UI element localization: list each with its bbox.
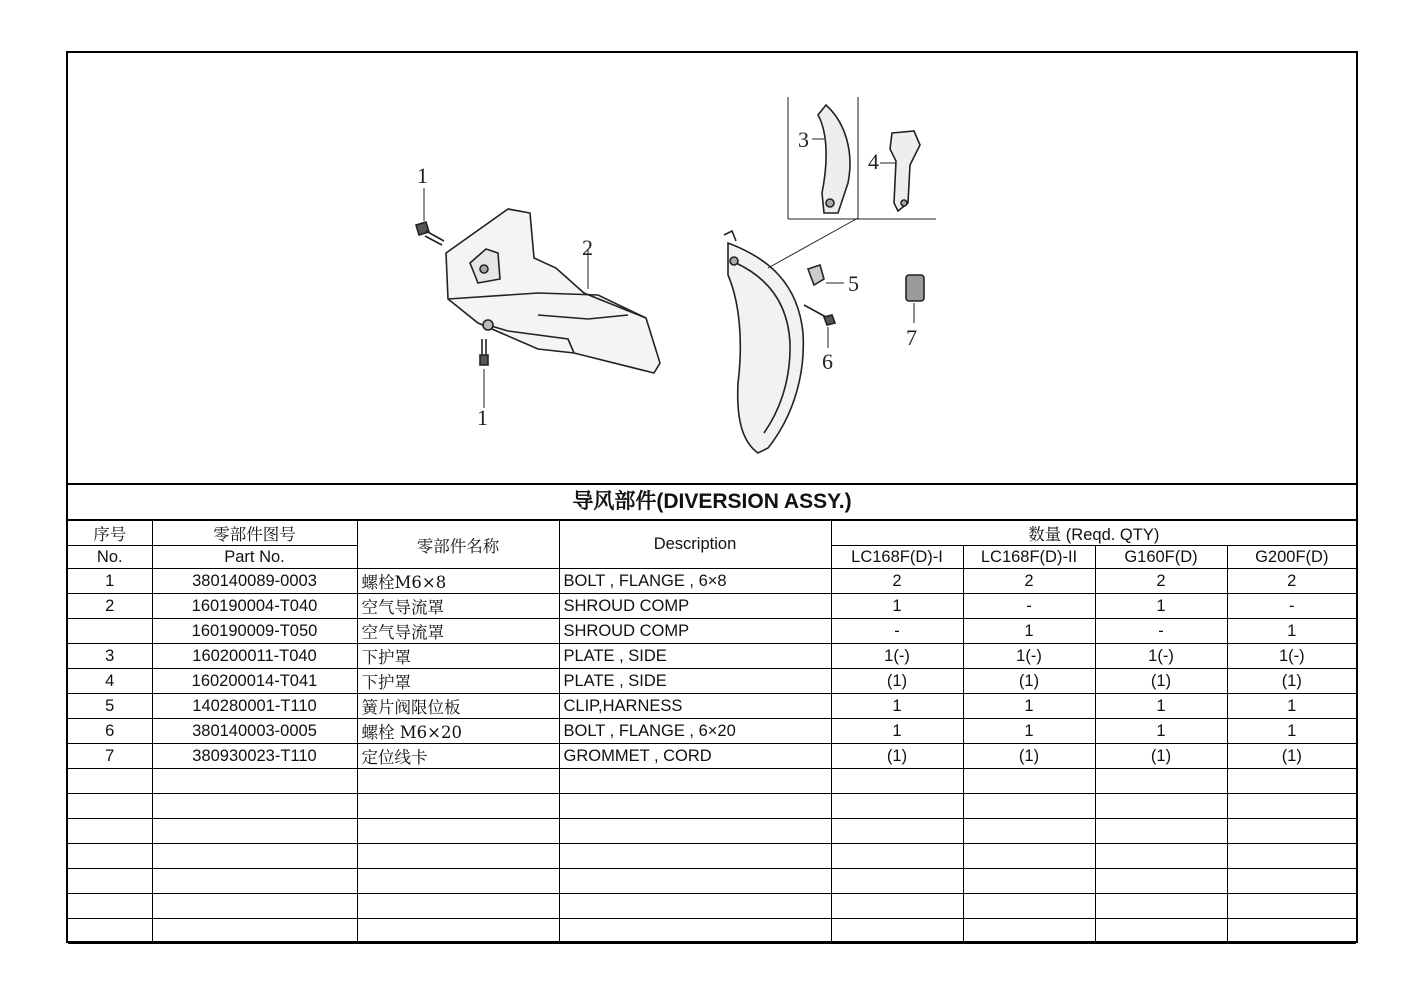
cell-part-no: 380140089-0003: [152, 569, 357, 594]
bolt-icon: [480, 339, 488, 408]
cell-description: SHROUD COMP: [559, 619, 831, 644]
cell-name-cn: 螺栓 M6×20: [357, 719, 559, 744]
cell-name-cn: 螺栓M6×8: [357, 569, 559, 594]
grommet-icon: [906, 275, 924, 323]
cell-qty: -: [1095, 619, 1227, 644]
header-part-en: Part No.: [152, 546, 357, 569]
empty-cell: [1095, 869, 1227, 894]
table-row: [68, 569, 1356, 594]
empty-row: [68, 819, 1356, 844]
cell-qty: (1): [831, 669, 963, 694]
cell-qty: 1: [831, 594, 963, 619]
empty-cell: [1227, 844, 1356, 869]
empty-cell: [357, 869, 559, 894]
bolt-icon: [804, 305, 835, 348]
empty-row: [68, 844, 1356, 869]
cell-qty: (1): [963, 669, 1095, 694]
cell-qty: -: [831, 619, 963, 644]
cell-description: PLATE , SIDE: [559, 644, 831, 669]
empty-cell: [152, 919, 357, 944]
cell-qty: 2: [963, 569, 1095, 594]
cell-qty: (1): [1095, 744, 1227, 769]
header-model: LC168F(D)-II: [963, 546, 1095, 569]
cell-qty: 1: [963, 694, 1095, 719]
cell-qty: 2: [1227, 569, 1356, 594]
header-model: G200F(D): [1227, 546, 1356, 569]
empty-row: [68, 894, 1356, 919]
cell-description: BOLT , FLANGE , 6×8: [559, 569, 831, 594]
cell-name-cn: 簧片阀限位板: [357, 694, 559, 719]
empty-row: [68, 869, 1356, 894]
empty-cell: [68, 769, 152, 794]
empty-cell: [68, 819, 152, 844]
cell-no: 1: [68, 569, 152, 594]
cell-qty: (1): [1227, 669, 1356, 694]
empty-cell: [1095, 919, 1227, 944]
empty-cell: [152, 819, 357, 844]
cell-name-cn: 空气导流罩: [357, 619, 559, 644]
cell-qty: 1: [1095, 719, 1227, 744]
empty-cell: [559, 844, 831, 869]
empty-cell: [831, 919, 963, 944]
drawing-frame: [66, 51, 1358, 943]
empty-cell: [963, 869, 1095, 894]
cell-qty: 1: [1227, 619, 1356, 644]
callout-label: 2: [582, 235, 593, 260]
cell-part-no: 160190004-T040: [152, 594, 357, 619]
cell-qty: 1: [1227, 719, 1356, 744]
empty-cell: [831, 869, 963, 894]
cell-qty: 2: [831, 569, 963, 594]
empty-cell: [152, 794, 357, 819]
cell-qty: 1: [963, 719, 1095, 744]
cell-no: 5: [68, 694, 152, 719]
header-model: G160F(D): [1095, 546, 1227, 569]
empty-cell: [963, 794, 1095, 819]
empty-cell: [357, 769, 559, 794]
assembly-title: 导风部件(DIVERSION ASSY.): [68, 483, 1356, 521]
cell-qty: 1(-): [1095, 644, 1227, 669]
empty-row: [68, 919, 1356, 944]
cell-no: 4: [68, 669, 152, 694]
cell-qty: 1(-): [1227, 644, 1356, 669]
cell-qty: (1): [963, 744, 1095, 769]
header-description: Description: [559, 521, 831, 569]
table-row: [68, 694, 1356, 719]
empty-cell: [963, 919, 1095, 944]
empty-cell: [559, 869, 831, 894]
cell-qty: 1: [1095, 594, 1227, 619]
parts-table: [68, 521, 1356, 944]
table-row: [68, 744, 1356, 769]
empty-cell: [963, 894, 1095, 919]
cell-description: CLIP,HARNESS: [559, 694, 831, 719]
cell-no: 2: [68, 594, 152, 619]
empty-cell: [152, 769, 357, 794]
empty-cell: [1095, 819, 1227, 844]
plate-side-4-icon: [880, 131, 920, 211]
header-no-cn: 序号: [68, 521, 152, 546]
table-row: [68, 719, 1356, 744]
empty-cell: [357, 819, 559, 844]
empty-cell: [963, 769, 1095, 794]
header-row-cn: [68, 521, 1356, 546]
cell-qty: 1: [831, 719, 963, 744]
side-plate-icon: [724, 218, 858, 453]
header-name-cn: 零部件名称: [357, 521, 559, 569]
cell-name-cn: 下护罩: [357, 669, 559, 694]
empty-cell: [1095, 769, 1227, 794]
callout-label: 6: [822, 349, 833, 374]
callout-label: 3: [798, 127, 809, 152]
cell-qty: 1: [831, 694, 963, 719]
cell-qty: -: [963, 594, 1095, 619]
callout-label: 1: [477, 405, 488, 430]
empty-cell: [831, 844, 963, 869]
empty-cell: [357, 894, 559, 919]
empty-cell: [68, 794, 152, 819]
empty-cell: [68, 869, 152, 894]
callout-label: 1: [417, 163, 428, 188]
empty-cell: [1095, 844, 1227, 869]
parts-rows: [68, 569, 1356, 944]
header-part-cn: 零部件图号: [152, 521, 357, 546]
cell-no: 7: [68, 744, 152, 769]
empty-cell: [1227, 819, 1356, 844]
cell-qty: (1): [1095, 669, 1227, 694]
empty-cell: [357, 844, 559, 869]
empty-cell: [1095, 794, 1227, 819]
empty-cell: [1227, 919, 1356, 944]
cell-part-no: 380140003-0005: [152, 719, 357, 744]
header-model: LC168F(D)-I: [831, 546, 963, 569]
empty-cell: [68, 844, 152, 869]
cell-part-no: 160190009-T050: [152, 619, 357, 644]
empty-cell: [963, 844, 1095, 869]
cell-description: BOLT , FLANGE , 6×20: [559, 719, 831, 744]
empty-cell: [1095, 894, 1227, 919]
empty-cell: [1227, 794, 1356, 819]
cell-part-no: 140280001-T110: [152, 694, 357, 719]
cell-name-cn: 下护罩: [357, 644, 559, 669]
empty-cell: [963, 819, 1095, 844]
cell-qty: 1: [963, 619, 1095, 644]
empty-cell: [68, 894, 152, 919]
empty-cell: [152, 869, 357, 894]
cell-qty: (1): [831, 744, 963, 769]
cell-description: GROMMET , CORD: [559, 744, 831, 769]
cell-qty: 1: [1095, 694, 1227, 719]
cell-qty: 1: [1227, 694, 1356, 719]
cell-qty: -: [1227, 594, 1356, 619]
empty-cell: [152, 894, 357, 919]
callout-label: 4: [868, 149, 879, 174]
empty-row: [68, 769, 1356, 794]
empty-cell: [1227, 869, 1356, 894]
empty-cell: [559, 919, 831, 944]
clip-icon: [808, 265, 844, 285]
empty-cell: [152, 844, 357, 869]
empty-cell: [559, 819, 831, 844]
callout-label: 5: [848, 271, 859, 296]
cell-no: 3: [68, 644, 152, 669]
cell-no: [68, 619, 152, 644]
cell-qty: 1(-): [963, 644, 1095, 669]
cell-part-no: 380930023-T110: [152, 744, 357, 769]
cell-part-no: 160200011-T040: [152, 644, 357, 669]
header-no-en: No.: [68, 546, 152, 569]
shroud-icon: [446, 209, 660, 373]
cell-description: SHROUD COMP: [559, 594, 831, 619]
empty-cell: [68, 919, 152, 944]
empty-cell: [1227, 769, 1356, 794]
exploded-parts-diagram: [68, 53, 1358, 483]
table-row: [68, 669, 1356, 694]
empty-cell: [357, 794, 559, 819]
cell-no: 6: [68, 719, 152, 744]
empty-row: [68, 794, 1356, 819]
empty-cell: [831, 894, 963, 919]
cell-qty: 1(-): [831, 644, 963, 669]
table-row: [68, 594, 1356, 619]
cell-name-cn: 空气导流罩: [357, 594, 559, 619]
empty-cell: [1227, 894, 1356, 919]
bolt-icon: [416, 188, 444, 245]
cell-name-cn: 定位线卡: [357, 744, 559, 769]
table-row: [68, 644, 1356, 669]
empty-cell: [559, 769, 831, 794]
cell-qty: 2: [1095, 569, 1227, 594]
header-qty-group: 数量 (Reqd. QTY): [831, 521, 1356, 546]
callout-label: 7: [906, 325, 917, 350]
cell-description: PLATE , SIDE: [559, 669, 831, 694]
empty-cell: [831, 819, 963, 844]
table-row: [68, 619, 1356, 644]
cell-qty: (1): [1227, 744, 1356, 769]
empty-cell: [559, 794, 831, 819]
empty-cell: [831, 794, 963, 819]
empty-cell: [357, 919, 559, 944]
empty-cell: [831, 769, 963, 794]
empty-cell: [559, 894, 831, 919]
cell-part-no: 160200014-T041: [152, 669, 357, 694]
